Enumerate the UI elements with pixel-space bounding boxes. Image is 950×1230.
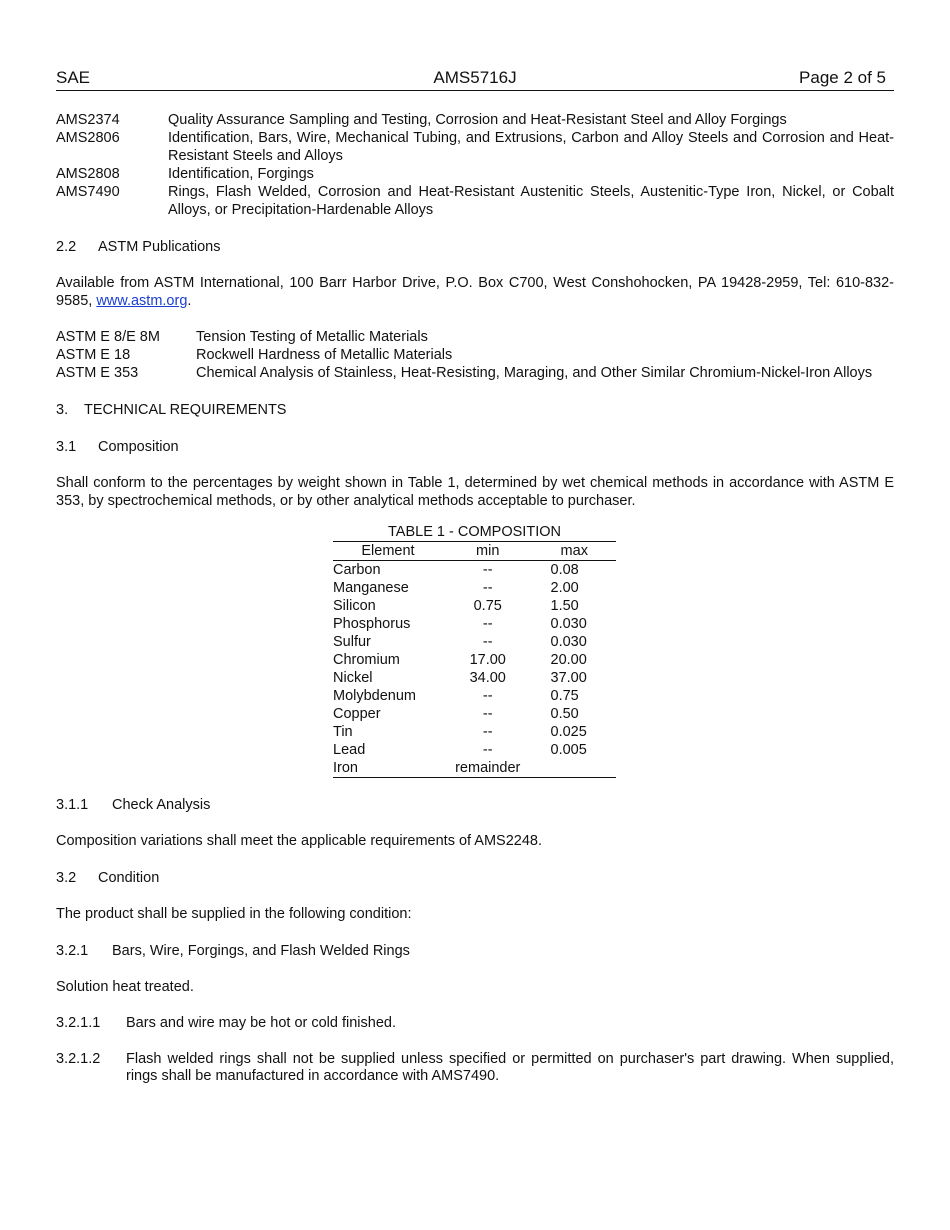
element-cell: Lead bbox=[333, 742, 366, 758]
column-header: min bbox=[443, 542, 533, 561]
min-cell: -- bbox=[482, 562, 493, 578]
reference-title: Rockwell Hardness of Metallic Materials bbox=[196, 347, 453, 363]
min-cell: -- bbox=[482, 580, 493, 596]
min-cell: -- bbox=[482, 742, 493, 758]
table-row bbox=[333, 669, 616, 687]
min-cell: remainder bbox=[443, 759, 533, 778]
reference-item bbox=[56, 165, 894, 183]
table-header-row bbox=[333, 542, 616, 561]
header-doc-number: AMS5716J bbox=[433, 68, 517, 87]
table-row bbox=[333, 741, 616, 759]
composition-table-grid bbox=[333, 542, 616, 778]
max-cell: 2.00 bbox=[550, 580, 579, 596]
astm-website-link[interactable]: www.astm.org bbox=[96, 293, 188, 309]
element-cell: Chromium bbox=[333, 652, 400, 668]
reference-item bbox=[56, 328, 894, 346]
max-cell: 0.75 bbox=[550, 688, 579, 704]
table-title: TABLE 1 - COMPOSITION bbox=[333, 524, 616, 542]
max-cell bbox=[533, 759, 616, 778]
max-cell: 0.50 bbox=[550, 706, 579, 722]
element-cell: Copper bbox=[333, 706, 381, 722]
section-heading-3 bbox=[56, 401, 894, 419]
section-title: Condition bbox=[98, 870, 160, 886]
element-cell: Carbon bbox=[333, 562, 381, 578]
section-number: 3. bbox=[56, 402, 69, 418]
astm-reference-list bbox=[56, 328, 894, 382]
max-cell: 0.030 bbox=[550, 616, 587, 632]
astm-availability-paragraph bbox=[56, 274, 894, 310]
element-cell: Sulfur bbox=[333, 634, 371, 650]
section-number: 3.1 bbox=[56, 439, 77, 455]
reference-code: ASTM E 353 bbox=[56, 365, 139, 381]
section-number: 3.2.1 bbox=[56, 943, 89, 959]
reference-title: Quality Assurance Sampling and Testing, Corrosion and Heat-Resistant Steel and Alloy Forgings bbox=[168, 112, 787, 128]
section-number: 3.1.1 bbox=[56, 797, 89, 813]
table-row bbox=[333, 651, 616, 669]
section-heading-3-2-1 bbox=[56, 942, 894, 960]
clause-text: Flash welded rings shall not be supplied unless specified or permitted on purchaser's part drawing. When supplied, rings shall be manufactured in accordance with AMS7490. bbox=[126, 1051, 894, 1084]
section-heading-3-1-1 bbox=[56, 796, 894, 814]
reference-code: ASTM E 8/E 8M bbox=[56, 329, 160, 345]
clause-number: 3.2.1.1 bbox=[56, 1015, 101, 1031]
reference-item bbox=[56, 183, 894, 219]
reference-item bbox=[56, 364, 894, 382]
clause-3-2-1-2 bbox=[56, 1051, 894, 1085]
element-cell: Molybdenum bbox=[333, 688, 417, 704]
table-row bbox=[333, 633, 616, 651]
section-title: Composition bbox=[98, 439, 179, 455]
table-row bbox=[333, 723, 616, 741]
section-title: Check Analysis bbox=[112, 797, 211, 813]
section-number: 3.2 bbox=[56, 870, 77, 886]
clause-text: Bars and wire may be hot or cold finished. bbox=[126, 1015, 396, 1031]
reference-title: Rings, Flash Welded, Corrosion and Heat-Resistant Austenitic Steels, Austenitic-Type Iron, Nickel, or Cobalt Alloys, or Precipitation-Hardenable Alloys bbox=[168, 184, 894, 218]
section-title: Bars, Wire, Forgings, and Flash Welded Rings bbox=[112, 943, 410, 959]
min-cell: -- bbox=[482, 724, 493, 740]
reference-title: Chemical Analysis of Stainless, Heat-Resisting, Maraging, and Other Similar Chromium-Nickel-Iron Alloys bbox=[196, 365, 873, 381]
table-row bbox=[333, 579, 616, 597]
element-cell: Phosphorus bbox=[333, 616, 411, 632]
table-row bbox=[333, 597, 616, 615]
astm-address-text: Available from ASTM International, 100 Barr Harbor Drive, P.O. Box C700, West Conshohocken, PA 19428-2959, Tel: 610-832-9585, bbox=[56, 275, 894, 309]
max-cell: 0.025 bbox=[550, 724, 587, 740]
reference-item bbox=[56, 111, 894, 129]
element-cell: Nickel bbox=[333, 670, 373, 686]
clause-3-2-1-1 bbox=[56, 1015, 894, 1032]
table-row bbox=[333, 705, 616, 723]
reference-item bbox=[56, 346, 894, 364]
page-header bbox=[56, 66, 894, 91]
document-page bbox=[56, 66, 894, 1085]
element-cell: Tin bbox=[333, 724, 353, 740]
min-cell: -- bbox=[482, 634, 493, 650]
min-cell: -- bbox=[482, 706, 493, 722]
reference-item bbox=[56, 129, 894, 165]
element-cell: Silicon bbox=[333, 598, 376, 614]
reference-title: Identification, Bars, Wire, Mechanical Tubing, and Extrusions, Carbon and Alloy Steels and Corrosion and Heat-Resistant Steels and Alloys bbox=[168, 130, 894, 164]
min-cell: -- bbox=[482, 616, 493, 632]
section-title: ASTM Publications bbox=[98, 239, 221, 255]
min-cell: 17.00 bbox=[469, 652, 506, 668]
composition-paragraph: Shall conform to the percentages by weight shown in Table 1, determined by wet chemical methods in accordance with ASTM E 353, by spectrochemical methods, or by other analytical methods acceptable to purchaser. bbox=[56, 475, 894, 509]
table-row bbox=[333, 759, 616, 778]
reference-code: ASTM E 18 bbox=[56, 347, 131, 363]
column-header: max bbox=[533, 542, 616, 561]
max-cell: 0.030 bbox=[550, 634, 587, 650]
composition-table bbox=[333, 524, 616, 778]
header-org: SAE bbox=[56, 68, 91, 87]
condition-paragraph: The product shall be supplied in the following condition: bbox=[56, 906, 412, 922]
reference-code: AMS2808 bbox=[56, 166, 120, 182]
element-cell: Manganese bbox=[333, 580, 409, 596]
section-heading-3-2 bbox=[56, 869, 894, 887]
section-title: TECHNICAL REQUIREMENTS bbox=[84, 402, 287, 418]
table-row bbox=[333, 561, 616, 580]
max-cell: 0.005 bbox=[550, 742, 587, 758]
max-cell: 0.08 bbox=[550, 562, 579, 578]
reference-title: Tension Testing of Metallic Materials bbox=[196, 329, 428, 345]
reference-title: Identification, Forgings bbox=[168, 166, 314, 182]
check-analysis-paragraph: Composition variations shall meet the applicable requirements of AMS2248. bbox=[56, 833, 543, 849]
header-page-number: Page 2 of 5 bbox=[799, 68, 886, 87]
section-heading-3-1 bbox=[56, 438, 894, 456]
min-cell: 34.00 bbox=[469, 670, 506, 686]
max-cell: 37.00 bbox=[550, 670, 587, 686]
max-cell: 1.50 bbox=[550, 598, 579, 614]
element-cell: Iron bbox=[333, 759, 443, 778]
reference-code: AMS2806 bbox=[56, 130, 120, 146]
section-number: 2.2 bbox=[56, 239, 77, 255]
table-row bbox=[333, 615, 616, 633]
min-cell: -- bbox=[482, 688, 493, 704]
astm-address-end: . bbox=[187, 293, 192, 309]
reference-code: AMS7490 bbox=[56, 184, 120, 200]
section-heading-2-2 bbox=[56, 238, 894, 256]
table-row bbox=[333, 687, 616, 705]
solution-heat-treated-paragraph: Solution heat treated. bbox=[56, 979, 194, 995]
column-header: Element bbox=[333, 542, 443, 561]
min-cell: 0.75 bbox=[473, 598, 502, 614]
max-cell: 20.00 bbox=[550, 652, 587, 668]
reference-code: AMS2374 bbox=[56, 112, 120, 128]
ams-reference-list bbox=[56, 111, 894, 219]
clause-number: 3.2.1.2 bbox=[56, 1051, 101, 1067]
